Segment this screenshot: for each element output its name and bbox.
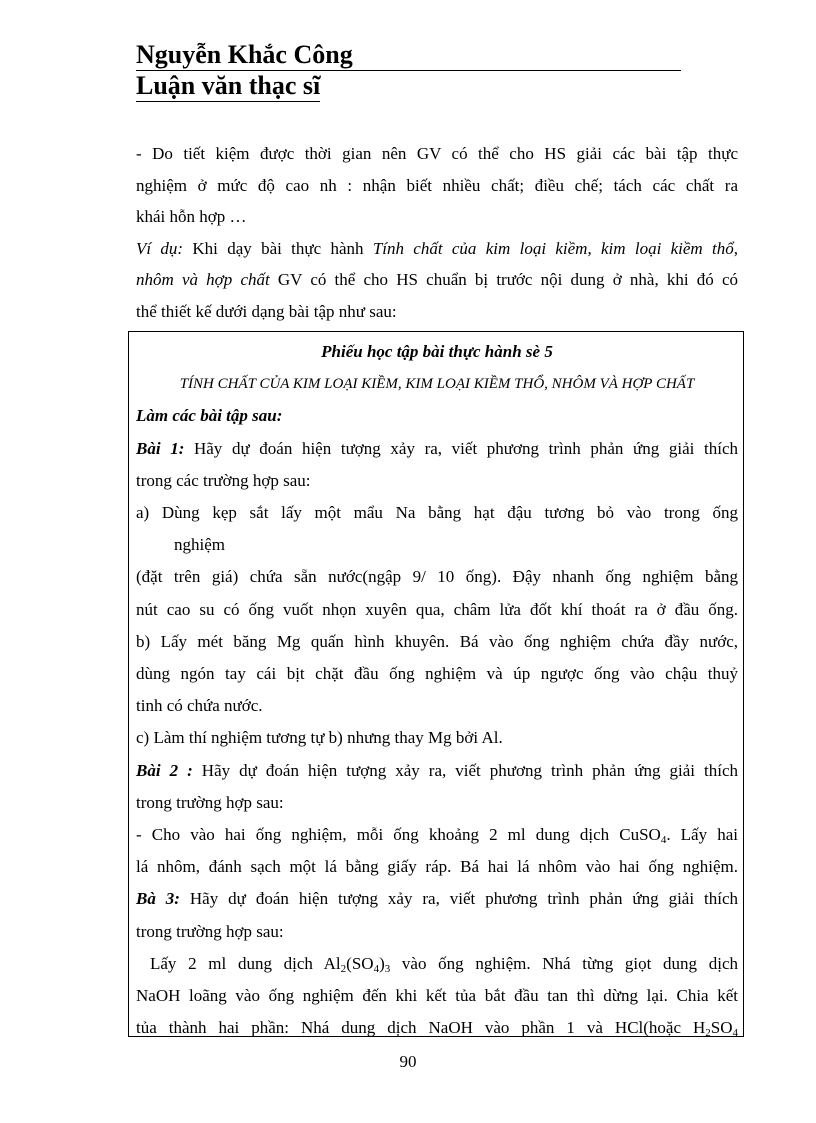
worksheet-subtitle: TÍNH CHẤT CỦA KIM LOẠI KIỀM, KIM LOẠI KIỀM THỔ, NHÔM VÀ HỢP CHẤT — [179, 376, 695, 393]
exercise-line: - Cho vào hai ống nghiệm, mỗi ống khoảng 2 ml dung dịch CuSO$_4$. Lấy hai — [136, 825, 738, 847]
exercise-line: a) Dùng kẹp sắt lấy một mẩu Na bằng hạt đậu tương bỏ vào trong ống — [136, 503, 738, 523]
example-line: Ví dụ: Khi dạy bài thực hành Tính chất của kim loại kiềm, kim loại kiềm thổ, — [136, 238, 738, 258]
document-type: Luận văn thạc sĩ — [136, 71, 321, 100]
intro-line: - Do tiết kiệm được thời gian nên GV có thể cho HS giải các bài tập thực — [136, 144, 738, 163]
page-number: 90 — [399, 1052, 417, 1071]
exercise-3-heading: Bà 3: Hãy dự đoán hiện tượng xảy ra, viết phương trình phản ứng giải thích — [136, 889, 739, 909]
exercise-2-heading: Bài 2 : Hãy dự đoán hiện tượng xảy ra, viết phương trình phản ứng giải thích — [136, 760, 738, 780]
example-label: Ví dụ: — [136, 238, 184, 258]
worksheet-box — [128, 331, 744, 1040]
exercise-line: b) Lấy mét băng Mg quấn hình khuyên. Bá vào ống nghiệm chứa đầy nước, — [136, 631, 738, 651]
exercise-line: tinh có chứa nước. — [136, 696, 263, 716]
intro-line: khái hỗn hợp … — [136, 207, 247, 226]
exercise-line: lá nhôm, đánh sạch một lá bằng giấy ráp. Bá hai lá nhôm vào hai ống nghiệm. — [136, 857, 738, 877]
exercise-line: c) Làm thí nghiệm tương tự b) nhưng thay Mg bởi Al. — [136, 728, 503, 748]
exercise-line: tủa thành hai phần: Nhá dung dịch NaOH vào phần 1 và HCl(hoặc $H_2SO_4$ — [136, 1018, 738, 1040]
intro-line: nghiệm ở mức độ cao nh : nhận biết nhiều chất; điều chế; tách các chất ra — [136, 175, 738, 195]
exercise-line: trong trường hợp sau: — [136, 921, 284, 941]
page-header — [136, 40, 681, 102]
exercise-line: dùng ngón tay cái bịt chặt đầu ống nghiệm và úp ngược ống vào chậu thuỷ — [136, 664, 738, 684]
worksheet-title: Phiếu học tập bài thực hành sè 5 — [321, 342, 553, 361]
example-line: nhôm và hợp chất GV có thể cho HS chuẩn bị trước nội dung ở nhà, khi đó có — [136, 270, 739, 289]
exercise-line: trong trường hợp sau: — [136, 792, 284, 812]
exercise-line: nghiệm — [174, 535, 225, 555]
author-name: Nguyễn Khắc Công — [136, 40, 681, 71]
intro-text — [136, 138, 738, 327]
exercise-line: Lấy 2 ml dung dịch $Al_2(SO_4)_3$ vào ống nghiệm. Nhá từng giọt dung dịch — [150, 953, 738, 975]
exercise-line: NaOH loãng vào ống nghiệm đến khi kết tủa bắt đầu tan thì dừng lại. Chia kết — [136, 986, 738, 1006]
exercise-1-heading: Bài 1: Hãy dự đoán hiện tượng xảy ra, viết phương trình phản ứng giải thích — [136, 438, 738, 458]
example-line: thể thiết kế dưới dạng bài tập như sau: — [136, 301, 397, 321]
exercise-line: (đặt trên giá) chứa sẵn nước(ngập 9/ 10 ống). Đậy nhanh ống nghiệm bằng — [136, 567, 738, 587]
exercise-line: trong các trường hợp sau: — [136, 470, 311, 490]
worksheet-instruction: Làm các bài tập sau: — [136, 406, 283, 426]
exercise-line: nút cao su có ống vuốt nhọn xuyên qua, châm lửa đốt khí thoát ra ở đầu ống. — [136, 599, 738, 619]
